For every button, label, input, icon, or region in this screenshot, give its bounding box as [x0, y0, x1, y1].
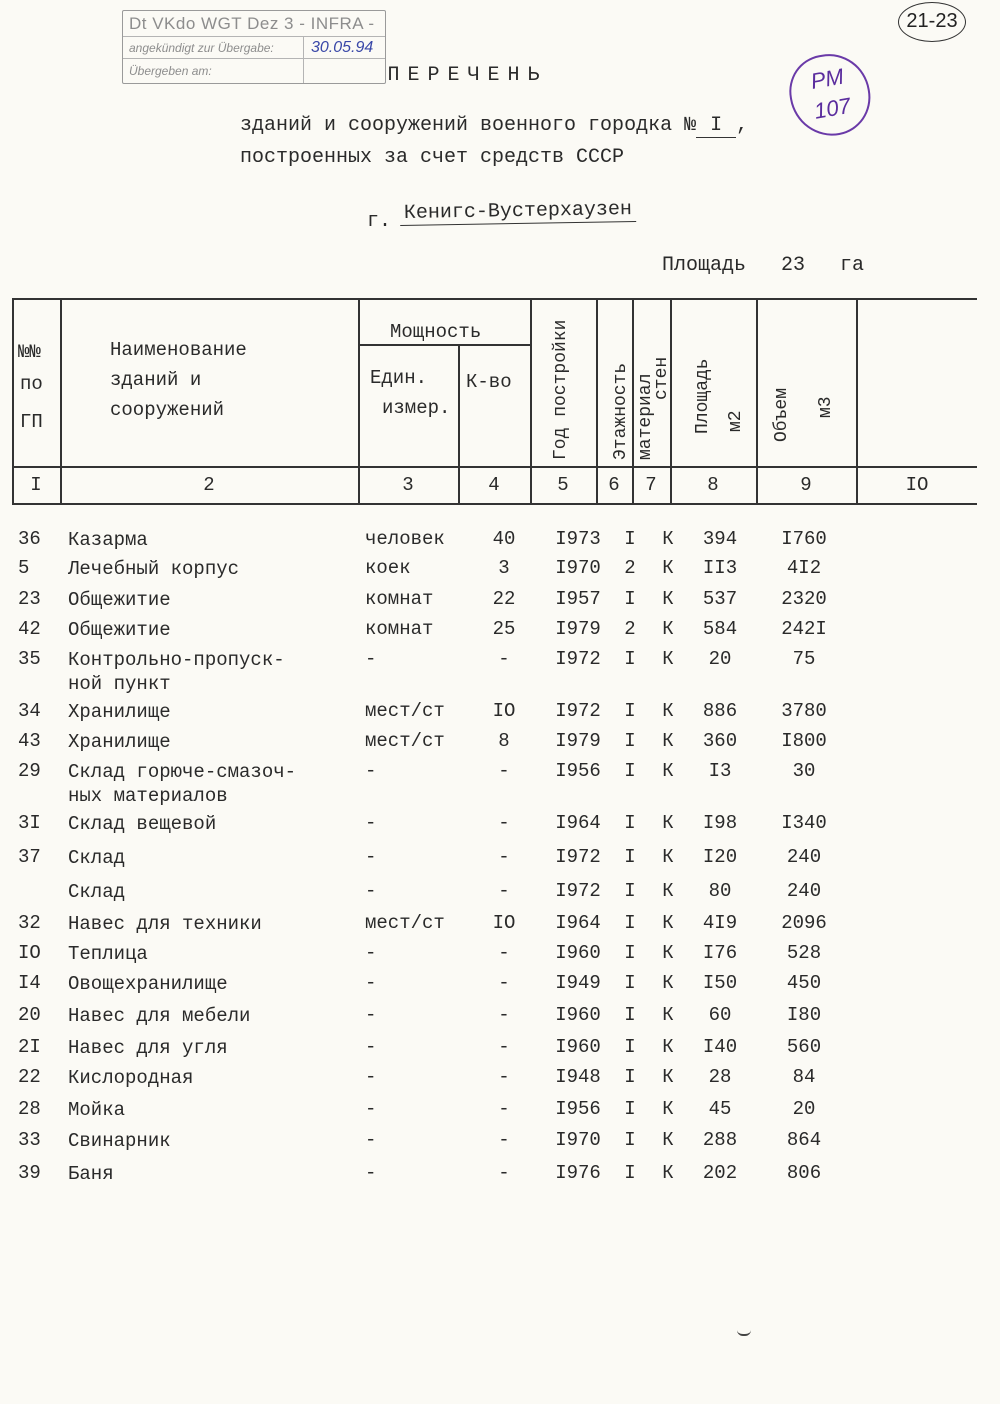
col-volume-2: м3 [816, 396, 836, 418]
cell-qty: - [498, 1036, 510, 1058]
table-row [0, 912, 1000, 942]
cell-year: I948 [555, 1066, 601, 1088]
col-unit-line2: измер. [382, 397, 451, 419]
cell-area: 886 [702, 700, 738, 722]
cell-material: К [662, 618, 674, 640]
city-name: Кенигс-Вустерхаузен [400, 198, 636, 226]
cell-area: 584 [702, 618, 738, 640]
cell-volume: 2096 [781, 912, 827, 934]
cell-material: К [662, 700, 674, 722]
cell-area: I76 [702, 942, 738, 964]
cell-qty: - [498, 648, 510, 670]
cell-name: Контрольно-пропуск- [68, 649, 285, 671]
cell-volume: 450 [786, 972, 822, 994]
town-number: I [696, 114, 736, 138]
inventory-mark-top: PM [808, 63, 846, 94]
cell-no: 35 [18, 648, 41, 670]
cell-floors: I [624, 648, 636, 670]
col-capacity: Мощность [390, 321, 482, 343]
cell-area: 394 [702, 528, 738, 550]
cell-qty: - [498, 880, 510, 902]
cell-unit: человек [365, 528, 445, 550]
cell-year: I960 [555, 1036, 601, 1058]
cell-qty: - [498, 972, 510, 994]
cell-area: 360 [702, 730, 738, 752]
cell-volume: 20 [792, 1098, 816, 1120]
table-row [0, 880, 1000, 910]
cell-area: I50 [702, 972, 738, 994]
cell-year: I960 [555, 1004, 601, 1026]
cell-material: К [662, 760, 674, 782]
cell-volume: 84 [792, 1066, 816, 1088]
header-mid-line [12, 466, 977, 468]
cell-year: I964 [555, 812, 601, 834]
cell-name: Кислородная [68, 1067, 194, 1089]
cell-qty: 3 [498, 557, 510, 579]
col-volume-1: Объем [772, 387, 792, 442]
table-row [0, 730, 1000, 760]
cell-year: I973 [555, 528, 601, 550]
area-unit: га [840, 254, 865, 277]
col-no-line1: №№ [18, 341, 41, 363]
cell-floors: I [624, 700, 636, 722]
table-row [0, 972, 1000, 1002]
cell-floors: I [624, 972, 636, 994]
cell-area: I40 [702, 1036, 738, 1058]
subtitle-line1 [240, 114, 748, 138]
header-bottom-line [12, 503, 977, 505]
cell-no: 32 [18, 912, 41, 934]
cell-volume: 3780 [781, 700, 827, 722]
cell-floors: 2 [624, 618, 636, 640]
cell-material: К [662, 812, 674, 834]
cell-unit: - [365, 760, 377, 782]
cell-name: Хранилище [68, 731, 171, 753]
table-row [0, 846, 1000, 876]
cell-volume: 242I [781, 618, 827, 640]
cell-material: К [662, 730, 674, 752]
cell-floors: I [624, 730, 636, 752]
subtitle-text: зданий и сооружений военного городка № [240, 114, 697, 137]
cell-area: 80 [708, 880, 732, 902]
cell-unit: комнат [365, 618, 434, 640]
inventory-mark-bottom: 107 [812, 92, 853, 124]
cell-no: 2I [18, 1036, 41, 1058]
cell-material: К [662, 1036, 674, 1058]
table-row [0, 1036, 1000, 1066]
cell-year: I957 [555, 588, 601, 610]
cell-name: Свинарник [68, 1130, 171, 1152]
cell-qty: - [498, 1066, 510, 1088]
cell-area: 202 [702, 1162, 738, 1184]
table-row [0, 700, 1000, 730]
cell-no: 33 [18, 1129, 41, 1151]
cell-material: К [662, 942, 674, 964]
cell-unit: - [365, 972, 377, 994]
stamp-office: Dt VKdo WGT Dez 3 - INFRA - [123, 11, 385, 37]
cell-unit: - [365, 812, 377, 834]
cell-no: 5 [18, 557, 30, 579]
table-row [0, 557, 1000, 587]
cell-material: К [662, 880, 674, 902]
col-material-1: материал [636, 373, 656, 460]
total-area [662, 254, 864, 277]
cell-name: Навес для мебели [68, 1005, 251, 1027]
cell-unit: мест/ст [365, 730, 445, 752]
cell-year: I979 [555, 618, 601, 640]
cell-no: 22 [18, 1066, 41, 1088]
col-area-2: м2 [726, 410, 746, 432]
cell-no: 37 [18, 846, 41, 868]
col-area-1: Площадь [693, 358, 713, 434]
cell-year: I976 [555, 1162, 601, 1184]
cell-volume: I80 [786, 1004, 822, 1026]
cell-name: Навес для угля [68, 1037, 228, 1059]
stamp-date: 30.05.94 [311, 39, 374, 56]
cell-volume: 240 [786, 846, 822, 868]
cell-material: К [662, 846, 674, 868]
cell-no: I4 [18, 972, 41, 994]
table-row [0, 1066, 1000, 1096]
pen-mark [737, 1330, 751, 1336]
cell-floors: I [624, 1129, 636, 1151]
cell-qty: 22 [492, 588, 516, 610]
cell-name: Общежитие [68, 619, 171, 641]
col-material-2: стен [652, 356, 672, 400]
table-row [0, 942, 1000, 972]
cell-volume: 240 [786, 880, 822, 902]
cell-floors: I [624, 912, 636, 934]
cell-area: 28 [708, 1066, 732, 1088]
header-top-line [12, 298, 977, 300]
col-number-3: 3 [402, 474, 414, 496]
cell-name: Общежитие [68, 589, 171, 611]
cell-year: I949 [555, 972, 601, 994]
cell-floors: I [624, 880, 636, 902]
subtitle-comma: , [736, 114, 749, 137]
table-row [0, 1098, 1000, 1128]
cell-year: I972 [555, 700, 601, 722]
cell-no: 36 [18, 528, 41, 550]
cell-volume: 75 [792, 648, 816, 670]
table-row [0, 1004, 1000, 1034]
cell-year: I970 [555, 557, 601, 579]
stamp-handed-label: Übergeben am: [129, 64, 212, 78]
cell-unit: коек [365, 557, 411, 579]
col-number-2: 2 [203, 474, 215, 496]
cell-year: I956 [555, 760, 601, 782]
cell-name: Теплица [68, 943, 148, 965]
cell-material: К [662, 1129, 674, 1151]
cell-name: Лечебный корпус [68, 558, 240, 580]
col-no-line2: по [20, 373, 43, 395]
cell-area: 4I9 [702, 912, 738, 934]
cell-qty: IO [492, 700, 516, 722]
cell-year: I964 [555, 912, 601, 934]
cell-no: 3I [18, 812, 41, 834]
cell-floors: I [624, 1036, 636, 1058]
col-number-6: 6 [608, 474, 620, 496]
cell-unit: - [365, 942, 377, 964]
inventory-mark [783, 48, 876, 143]
cell-name: Склад [68, 881, 126, 903]
cell-unit: - [365, 1129, 377, 1151]
cell-no: 29 [18, 760, 41, 782]
cell-floors: I [624, 1066, 636, 1088]
cell-material: К [662, 1098, 674, 1120]
col-name-line3: сооружений [110, 399, 225, 421]
city-label: г. [367, 210, 392, 233]
area-value: 23 [781, 254, 806, 277]
cell-floors: I [624, 812, 636, 834]
cell-material: К [662, 972, 674, 994]
table-row [0, 588, 1000, 618]
table-row [0, 528, 1000, 558]
cell-unit: - [365, 1098, 377, 1120]
cell-name-cont: ной пункт [68, 673, 171, 695]
cell-no: 39 [18, 1162, 41, 1184]
col-unit-line1: Един. [370, 367, 428, 389]
cell-volume: 4I2 [786, 557, 822, 579]
document-title: ПЕРЕЧЕНЬ [387, 64, 548, 87]
cell-name: Склад [68, 847, 126, 869]
cell-qty: 25 [492, 618, 516, 640]
cell-no: 23 [18, 588, 41, 610]
cell-qty: - [498, 942, 510, 964]
cell-area: 288 [702, 1129, 738, 1151]
cell-name: Склад вещевой [68, 813, 217, 835]
cell-qty: - [498, 760, 510, 782]
cell-material: К [662, 1162, 674, 1184]
cell-area: 60 [708, 1004, 732, 1026]
cell-material: К [662, 1066, 674, 1088]
cell-unit: мест/ст [365, 912, 445, 934]
cell-unit: - [365, 648, 377, 670]
cell-year: I979 [555, 730, 601, 752]
cell-name: Казарма [68, 529, 148, 551]
table-row [0, 1162, 1000, 1192]
cell-year: I970 [555, 1129, 601, 1151]
cell-year: I972 [555, 846, 601, 868]
cell-floors: 2 [624, 557, 636, 579]
cell-volume: 864 [786, 1129, 822, 1151]
cell-unit: - [365, 1004, 377, 1026]
cell-material: К [662, 912, 674, 934]
cell-area: II3 [702, 557, 738, 579]
table-row [0, 648, 1000, 695]
cell-year: I956 [555, 1098, 601, 1120]
col-number-10: IO [905, 474, 929, 496]
cell-floors: I [624, 942, 636, 964]
cell-qty: - [498, 1129, 510, 1151]
cell-material: К [662, 557, 674, 579]
cell-qty: - [498, 1004, 510, 1026]
cell-volume: 528 [786, 942, 822, 964]
cell-unit: - [365, 1036, 377, 1058]
table-row [0, 618, 1000, 648]
cell-no: 42 [18, 618, 41, 640]
col-number-9: 9 [800, 474, 812, 496]
cell-unit: - [365, 846, 377, 868]
cell-qty: - [498, 1098, 510, 1120]
cell-unit: - [365, 1066, 377, 1088]
cell-floors: I [624, 1004, 636, 1026]
cell-name: Навес для техники [68, 913, 262, 935]
cell-year: I972 [555, 880, 601, 902]
cell-qty: - [498, 1162, 510, 1184]
col-number-1: I [30, 474, 42, 496]
cell-floors: I [624, 760, 636, 782]
cell-floors: I [624, 1098, 636, 1120]
table-row [0, 760, 1000, 807]
cell-no: 43 [18, 730, 41, 752]
col-number-8: 8 [707, 474, 719, 496]
cell-name: Хранилище [68, 701, 171, 723]
cell-unit: - [365, 880, 377, 902]
cell-year: I960 [555, 942, 601, 964]
cell-qty: 40 [492, 528, 516, 550]
cell-qty: 8 [498, 730, 510, 752]
cell-no: 28 [18, 1098, 41, 1120]
cell-no: 20 [18, 1004, 41, 1026]
cell-qty: - [498, 812, 510, 834]
table-row [0, 1129, 1000, 1159]
cell-name: Мойка [68, 1099, 126, 1121]
table-row [0, 812, 1000, 842]
cell-material: К [662, 528, 674, 550]
col-number-5: 5 [557, 474, 569, 496]
cell-name: Овощехранилище [68, 973, 228, 995]
cell-no: IO [18, 942, 41, 964]
cell-area: 45 [708, 1098, 732, 1120]
cell-material: К [662, 588, 674, 610]
col-name-line1: Наименование [110, 339, 247, 361]
cell-unit: - [365, 1162, 377, 1184]
cell-year: I972 [555, 648, 601, 670]
cell-floors: I [624, 1162, 636, 1184]
cell-name: Склад горюче-смазоч- [68, 761, 297, 783]
cell-unit: мест/ст [365, 700, 445, 722]
cell-volume: I800 [781, 730, 827, 752]
cell-qty: IO [492, 912, 516, 934]
cell-name: Баня [68, 1163, 114, 1185]
cell-volume: 2320 [781, 588, 827, 610]
page-number: 21-23 [898, 2, 966, 42]
col-no-line3: ГП [20, 411, 43, 433]
cell-floors: I [624, 846, 636, 868]
cell-floors: I [624, 588, 636, 610]
cell-qty: - [498, 846, 510, 868]
subtitle-line2: построенных за счет средств СССР [240, 146, 625, 169]
cell-material: К [662, 1004, 674, 1026]
cell-floors: I [624, 528, 636, 550]
cell-volume: I340 [781, 812, 827, 834]
cell-area: I3 [708, 760, 732, 782]
cell-material: К [662, 648, 674, 670]
cell-volume: I760 [781, 528, 827, 550]
col-year: Год постройки [551, 319, 571, 460]
stamp-announced-label: angekündigt zur Übergabe: [123, 37, 385, 59]
cell-no: 34 [18, 700, 41, 722]
cell-volume: 30 [792, 760, 816, 782]
area-label: Площадь [662, 254, 747, 277]
col-qty: К-во [466, 371, 512, 393]
col-number-7: 7 [645, 474, 657, 496]
cell-unit: комнат [365, 588, 434, 610]
cell-area: 20 [708, 648, 732, 670]
cell-name-cont: ных материалов [68, 785, 228, 807]
cell-area: I20 [702, 846, 738, 868]
col-floors: Этажность [611, 362, 631, 460]
cell-area: 537 [702, 588, 738, 610]
col-name-line2: зданий и [110, 369, 202, 391]
col-number-4: 4 [488, 474, 500, 496]
cell-volume: 560 [786, 1036, 822, 1058]
cell-volume: 806 [786, 1162, 822, 1184]
cell-area: I98 [702, 812, 738, 834]
